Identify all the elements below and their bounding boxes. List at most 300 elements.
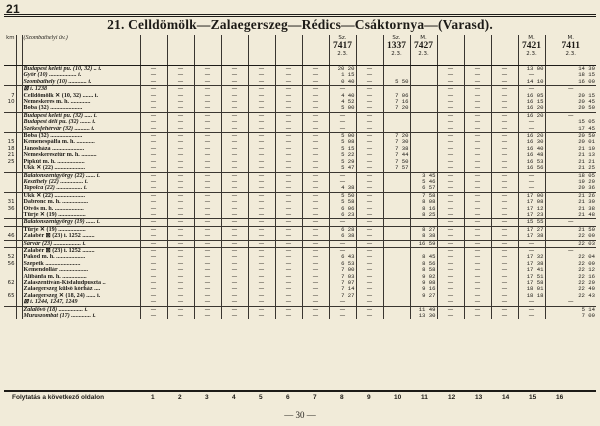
station-name: Kemenespálfa m. h. ............ [22, 139, 140, 145]
km-cell [4, 66, 16, 73]
dash-cell: — [140, 199, 167, 205]
dash-cell: — [248, 133, 275, 140]
dash-cell: — [464, 133, 491, 140]
dash-cell: — [275, 185, 302, 192]
dash-cell: — [140, 139, 167, 145]
dash-cell: — [491, 172, 518, 179]
dash-cell: — [356, 112, 383, 119]
time-cell: 8 27 [410, 226, 437, 233]
dash-cell: — [275, 93, 302, 99]
dash-cell: — [140, 219, 167, 226]
dash-cell: — [356, 206, 383, 212]
table-row [4, 66, 596, 73]
time-cell: 21 26 [545, 192, 596, 199]
dash-cell: — [356, 313, 383, 319]
dash-cell: — [248, 219, 275, 226]
dash-cell: — [275, 212, 302, 219]
dash-cell: — [221, 152, 248, 158]
dash-cell: — [167, 313, 194, 319]
table-row [4, 86, 596, 93]
km-cell [4, 306, 16, 313]
dash-cell: — [437, 72, 464, 78]
dash-cell: — [140, 233, 167, 240]
dash-cell: — [167, 79, 194, 86]
time-cell: 22 40 [545, 286, 596, 292]
km-cell: 10 [7, 99, 15, 106]
dash-cell: — [167, 233, 194, 240]
dash-cell: — [437, 172, 464, 179]
dash-cell: — [302, 126, 329, 133]
table-row [4, 126, 596, 133]
dash-cell: — [194, 240, 221, 247]
dash-cell: — [167, 105, 194, 112]
dash-cell: — [275, 313, 302, 319]
dash-cell: — [491, 280, 518, 286]
time-cell: 7 58 [410, 192, 437, 199]
dash-cell: — [491, 240, 518, 247]
dash-cell: — [437, 299, 464, 306]
station-name: Budapest keleti pu. (10, 32) .. i. [22, 66, 140, 73]
dash-cell: — [491, 126, 518, 133]
header-row [4, 35, 596, 66]
dash-cell: — [302, 93, 329, 99]
dash-cell: — [491, 254, 518, 260]
dash-cell: — [491, 274, 518, 280]
time-cell: 17 27 [518, 226, 545, 233]
station-name: Nemeskeres m. h. ............. [22, 99, 140, 105]
dash-cell: — [167, 172, 194, 179]
empty-cell [383, 306, 410, 313]
dash-cell: — [437, 261, 464, 267]
dash-cell: — [302, 105, 329, 112]
column-number: 13 [475, 394, 483, 401]
dash-cell: — [464, 226, 491, 233]
dash-cell: — [437, 240, 464, 247]
continue-note: Folytatás a következő oldalon [12, 394, 105, 401]
dash-cell: — [437, 254, 464, 260]
dash-cell: — [167, 72, 194, 78]
time-cell: 7 06 [383, 93, 410, 99]
dash-cell: — [194, 254, 221, 260]
table-row [4, 185, 596, 192]
empty-cell [383, 226, 410, 233]
dash-cell: — [464, 79, 491, 86]
dash-cell: — [302, 212, 329, 219]
dash-cell: — [167, 112, 194, 119]
time-cell: 5 47 [329, 165, 356, 172]
table-row [4, 219, 596, 226]
dash-cell: — [275, 172, 302, 179]
dash-cell: — [491, 286, 518, 292]
time-cell: 7 44 [383, 152, 410, 158]
dash-cell: — [194, 172, 221, 179]
dash-cell: — [302, 152, 329, 158]
km-cell: 62 [7, 280, 15, 286]
dash-cell: — [248, 152, 275, 158]
time-cell: 6 43 [329, 254, 356, 260]
time-cell: 21 21 [545, 159, 596, 165]
dash-cell: — [464, 199, 491, 205]
dash-cell: — [464, 179, 491, 185]
dash-cell: — [518, 247, 545, 254]
dash-cell: — [329, 179, 356, 185]
dash-cell: — [491, 313, 518, 319]
column-number: 10 [394, 394, 402, 401]
dash-cell: — [437, 219, 464, 226]
km-cell: 15 [7, 139, 15, 146]
dash-cell: — [167, 179, 194, 185]
time-cell: 22 12 [545, 267, 596, 273]
dash-cell: — [464, 267, 491, 273]
dash-cell: — [221, 240, 248, 247]
dash-cell: — [356, 199, 383, 205]
dash-cell: — [140, 79, 167, 86]
dash-cell: — [221, 267, 248, 273]
dash-cell: — [302, 306, 329, 313]
train-number: 7417 [333, 41, 352, 51]
time-cell: 17 38 [518, 233, 545, 240]
dash-cell: — [437, 165, 464, 172]
dash-cell: — [167, 299, 194, 306]
time-cell: 5 15 [329, 146, 356, 152]
time-cell: 21 48 [545, 212, 596, 219]
time-cell: 5 29 [329, 159, 356, 165]
empty-cell [410, 112, 437, 119]
dash-cell: — [302, 206, 329, 212]
dash-cell: — [464, 86, 491, 93]
dash-cell: — [275, 159, 302, 165]
empty-cell [383, 86, 410, 93]
dash-cell: — [356, 159, 383, 165]
dash-cell: — [302, 146, 329, 152]
dash-cell: — [248, 99, 275, 105]
dash-cell: — [140, 93, 167, 99]
empty-cell [383, 185, 410, 192]
dash-cell: — [464, 240, 491, 247]
dash-cell: — [302, 247, 329, 254]
dash-cell: — [194, 261, 221, 267]
empty-cell [383, 240, 410, 247]
dash-cell: — [491, 86, 518, 93]
train-header-1 [140, 35, 167, 66]
dash-cell: — [167, 280, 194, 286]
dash-cell: — [302, 233, 329, 240]
dash-cell: — [140, 99, 167, 105]
dash-cell: — [248, 267, 275, 273]
dash-cell: — [329, 172, 356, 179]
dash-cell: — [248, 139, 275, 145]
dash-cell: — [221, 280, 248, 286]
table-row [4, 192, 596, 199]
dash-cell: — [491, 299, 518, 306]
station-name: Dabronc m. h. ................. [22, 199, 140, 205]
dash-cell: — [221, 299, 248, 306]
dash-cell: — [302, 99, 329, 105]
column-number: 8 [340, 394, 344, 401]
km-header: km [4, 35, 16, 66]
dash-cell: — [140, 254, 167, 260]
time-cell: 21 13 [545, 152, 596, 158]
time-cell: 4 40 [329, 93, 356, 99]
dash-cell: — [194, 199, 221, 205]
time-cell: 7 00 [329, 267, 356, 273]
dash-cell: — [140, 293, 167, 299]
dash-cell: — [302, 299, 329, 306]
dash-cell: — [194, 299, 221, 306]
dash-cell: — [302, 172, 329, 179]
km-cell: 46 [7, 233, 15, 240]
time-cell: 16 30 [518, 139, 545, 145]
dash-cell: — [437, 99, 464, 105]
dash-cell: — [194, 133, 221, 140]
empty-cell [383, 192, 410, 199]
column-number: 12 [448, 394, 456, 401]
table-row [4, 79, 596, 86]
station-name: Jánosháza ..................... [22, 146, 140, 152]
dash-cell: — [491, 293, 518, 299]
train-header-9 [356, 35, 383, 66]
time-cell: 20 01 [545, 139, 596, 145]
dash-cell: — [221, 199, 248, 205]
dash-cell: — [167, 254, 194, 260]
train-header-2 [167, 35, 194, 66]
dash-cell: — [356, 299, 383, 306]
dash-cell: — [356, 179, 383, 185]
dash-cell: — [356, 226, 383, 233]
dash-cell: — [221, 105, 248, 112]
dash-cell: — [275, 280, 302, 286]
empty-cell [410, 79, 437, 86]
dash-cell: — [329, 313, 356, 319]
dash-cell: — [194, 293, 221, 299]
empty-cell [410, 165, 437, 172]
time-cell: 5 14 [545, 306, 596, 313]
dash-cell: — [167, 274, 194, 280]
train-header-3 [194, 35, 221, 66]
dash-cell: — [194, 212, 221, 219]
dash-cell: — [491, 72, 518, 78]
dash-cell: — [167, 240, 194, 247]
dash-cell: — [140, 206, 167, 212]
dash-cell: — [275, 274, 302, 280]
dash-cell: — [302, 165, 329, 172]
time-cell: 9 27 [410, 293, 437, 299]
dash-cell: — [248, 299, 275, 306]
dash-cell: — [167, 206, 194, 212]
dash-cell: — [248, 240, 275, 247]
dash-cell: — [167, 219, 194, 226]
dash-cell: — [437, 66, 464, 73]
km-cell [4, 172, 16, 179]
dash-cell: — [356, 185, 383, 192]
dash-cell: — [302, 139, 329, 145]
dash-cell: — [356, 306, 383, 313]
km-cell [4, 212, 16, 219]
time-cell: 21 38 [545, 206, 596, 212]
station-name: Tapolca (22) ................. i. [22, 185, 140, 192]
dash-cell: — [437, 280, 464, 286]
dash-cell: — [140, 105, 167, 112]
empty-cell [410, 247, 437, 254]
train-header-13 [464, 35, 491, 66]
dash-cell: — [464, 313, 491, 319]
table-row [4, 226, 596, 233]
empty-cell [383, 313, 410, 319]
dash-cell: — [167, 199, 194, 205]
dash-cell: — [167, 159, 194, 165]
dash-cell: — [194, 306, 221, 313]
table-row [4, 105, 596, 112]
column-number: 3 [205, 394, 209, 401]
dash-cell: — [248, 79, 275, 86]
dash-cell: — [491, 93, 518, 99]
dash-cell: — [302, 280, 329, 286]
train-class: 2.3. [526, 51, 537, 57]
station-name: Budapest déli pu. (32) ....... i. [22, 119, 140, 125]
dash-cell: — [140, 119, 167, 125]
dash-cell: — [302, 313, 329, 319]
dash-cell: — [464, 185, 491, 192]
table-row [4, 247, 596, 254]
dash-cell: — [302, 226, 329, 233]
dash-cell: — [464, 233, 491, 240]
dash-cell: — [275, 119, 302, 125]
dash-cell: — [194, 206, 221, 212]
column-number: 6 [286, 394, 290, 401]
dash-cell: — [221, 226, 248, 233]
dash-cell: — [302, 112, 329, 119]
dash-cell: — [275, 226, 302, 233]
station-name: Kemendollár ................... [22, 267, 140, 273]
dash-cell: — [491, 247, 518, 254]
dash-cell: — [518, 240, 545, 247]
km-cell [4, 112, 16, 119]
time-cell: 16 00 [545, 79, 596, 86]
dash-cell: — [221, 66, 248, 73]
station-name: Sárvár (23) .................. i. [22, 240, 140, 247]
table-row [4, 112, 596, 119]
dash-cell: — [194, 119, 221, 125]
train-header-15 [518, 35, 545, 66]
time-cell: 22 43 [545, 293, 596, 299]
dash-cell: — [248, 199, 275, 205]
dash-cell: — [464, 93, 491, 99]
dash-cell: — [140, 299, 167, 306]
time-cell: 20 20 [329, 66, 356, 73]
train-type: Sz. [392, 35, 401, 41]
dash-cell: — [464, 219, 491, 226]
column-number: 9 [367, 394, 371, 401]
dash-cell: — [248, 146, 275, 152]
km-cell: 21 [7, 152, 15, 159]
dash-cell: — [491, 112, 518, 119]
dash-cell: — [464, 254, 491, 260]
dash-cell: — [356, 146, 383, 152]
time-cell: 17 23 [518, 212, 545, 219]
dash-cell: — [275, 152, 302, 158]
station-name: Zalaegerszeg ✕ (18, 24) ...... i. [22, 293, 140, 299]
dash-cell: — [194, 105, 221, 112]
dash-cell: — [140, 306, 167, 313]
train-number: 1337 [387, 41, 406, 51]
dash-cell: — [275, 206, 302, 212]
station-header: (Szombathelyi üv.) [22, 35, 140, 66]
dash-cell: — [356, 240, 383, 247]
dash-cell: — [221, 185, 248, 192]
dash-cell: — [275, 247, 302, 254]
dash-cell: — [437, 226, 464, 233]
km-cell: 36 [7, 205, 15, 212]
time-cell: 8 58 [410, 267, 437, 273]
km-cell [4, 86, 16, 93]
dash-cell: — [221, 192, 248, 199]
dash-cell: — [275, 79, 302, 86]
time-cell: 6 06 [329, 206, 356, 212]
dash-cell: — [275, 146, 302, 152]
dash-cell: — [248, 306, 275, 313]
dash-cell: — [221, 212, 248, 219]
time-cell: 21 25 [545, 165, 596, 172]
dash-cell: — [194, 72, 221, 78]
time-cell: 18 15 [545, 72, 596, 78]
dash-cell: — [140, 159, 167, 165]
dash-cell: — [437, 306, 464, 313]
empty-cell [410, 105, 437, 112]
dash-cell: — [248, 185, 275, 192]
dash-cell: — [356, 133, 383, 140]
dash-cell: — [464, 66, 491, 73]
timetable [4, 35, 596, 319]
dash-cell: — [356, 261, 383, 267]
dash-cell: — [140, 192, 167, 199]
dash-cell: — [437, 159, 464, 165]
dash-cell: — [221, 313, 248, 319]
dash-cell: — [140, 240, 167, 247]
dash-cell: — [518, 185, 545, 192]
dash-cell: — [167, 126, 194, 133]
time-cell: 5 08 [329, 139, 356, 145]
dash-cell: — [302, 293, 329, 299]
time-cell: 20 15 [545, 93, 596, 99]
dash-cell: — [167, 93, 194, 99]
dash-cell: — [302, 254, 329, 260]
dash-cell: — [356, 267, 383, 273]
dash-cell: — [437, 119, 464, 125]
dash-cell: — [194, 192, 221, 199]
table-row [4, 133, 596, 140]
km-cell: 56 [7, 260, 15, 267]
dash-cell: — [437, 286, 464, 292]
dash-cell: — [221, 206, 248, 212]
station-name: Nemeskeresztúr m. h. .......... [22, 152, 140, 158]
dash-cell: — [518, 126, 545, 133]
time-cell: 8 56 [410, 261, 437, 267]
dash-cell: — [464, 159, 491, 165]
dash-cell: — [167, 247, 194, 254]
time-cell: 18 18 [518, 293, 545, 299]
time-cell: 9 08 [410, 280, 437, 286]
station-name: Boba (32) ..................... [22, 133, 140, 140]
time-cell: 16 53 [518, 159, 545, 165]
dash-cell: — [248, 280, 275, 286]
station-name: Szombathely (10) ............ i. [22, 79, 140, 86]
dash-cell: — [194, 274, 221, 280]
dash-cell: — [167, 66, 194, 73]
time-cell: 0 40 [329, 79, 356, 86]
empty-cell [383, 233, 410, 240]
dash-cell: — [437, 93, 464, 99]
station-name: Zalalövő (18) ................ i. [22, 306, 140, 313]
